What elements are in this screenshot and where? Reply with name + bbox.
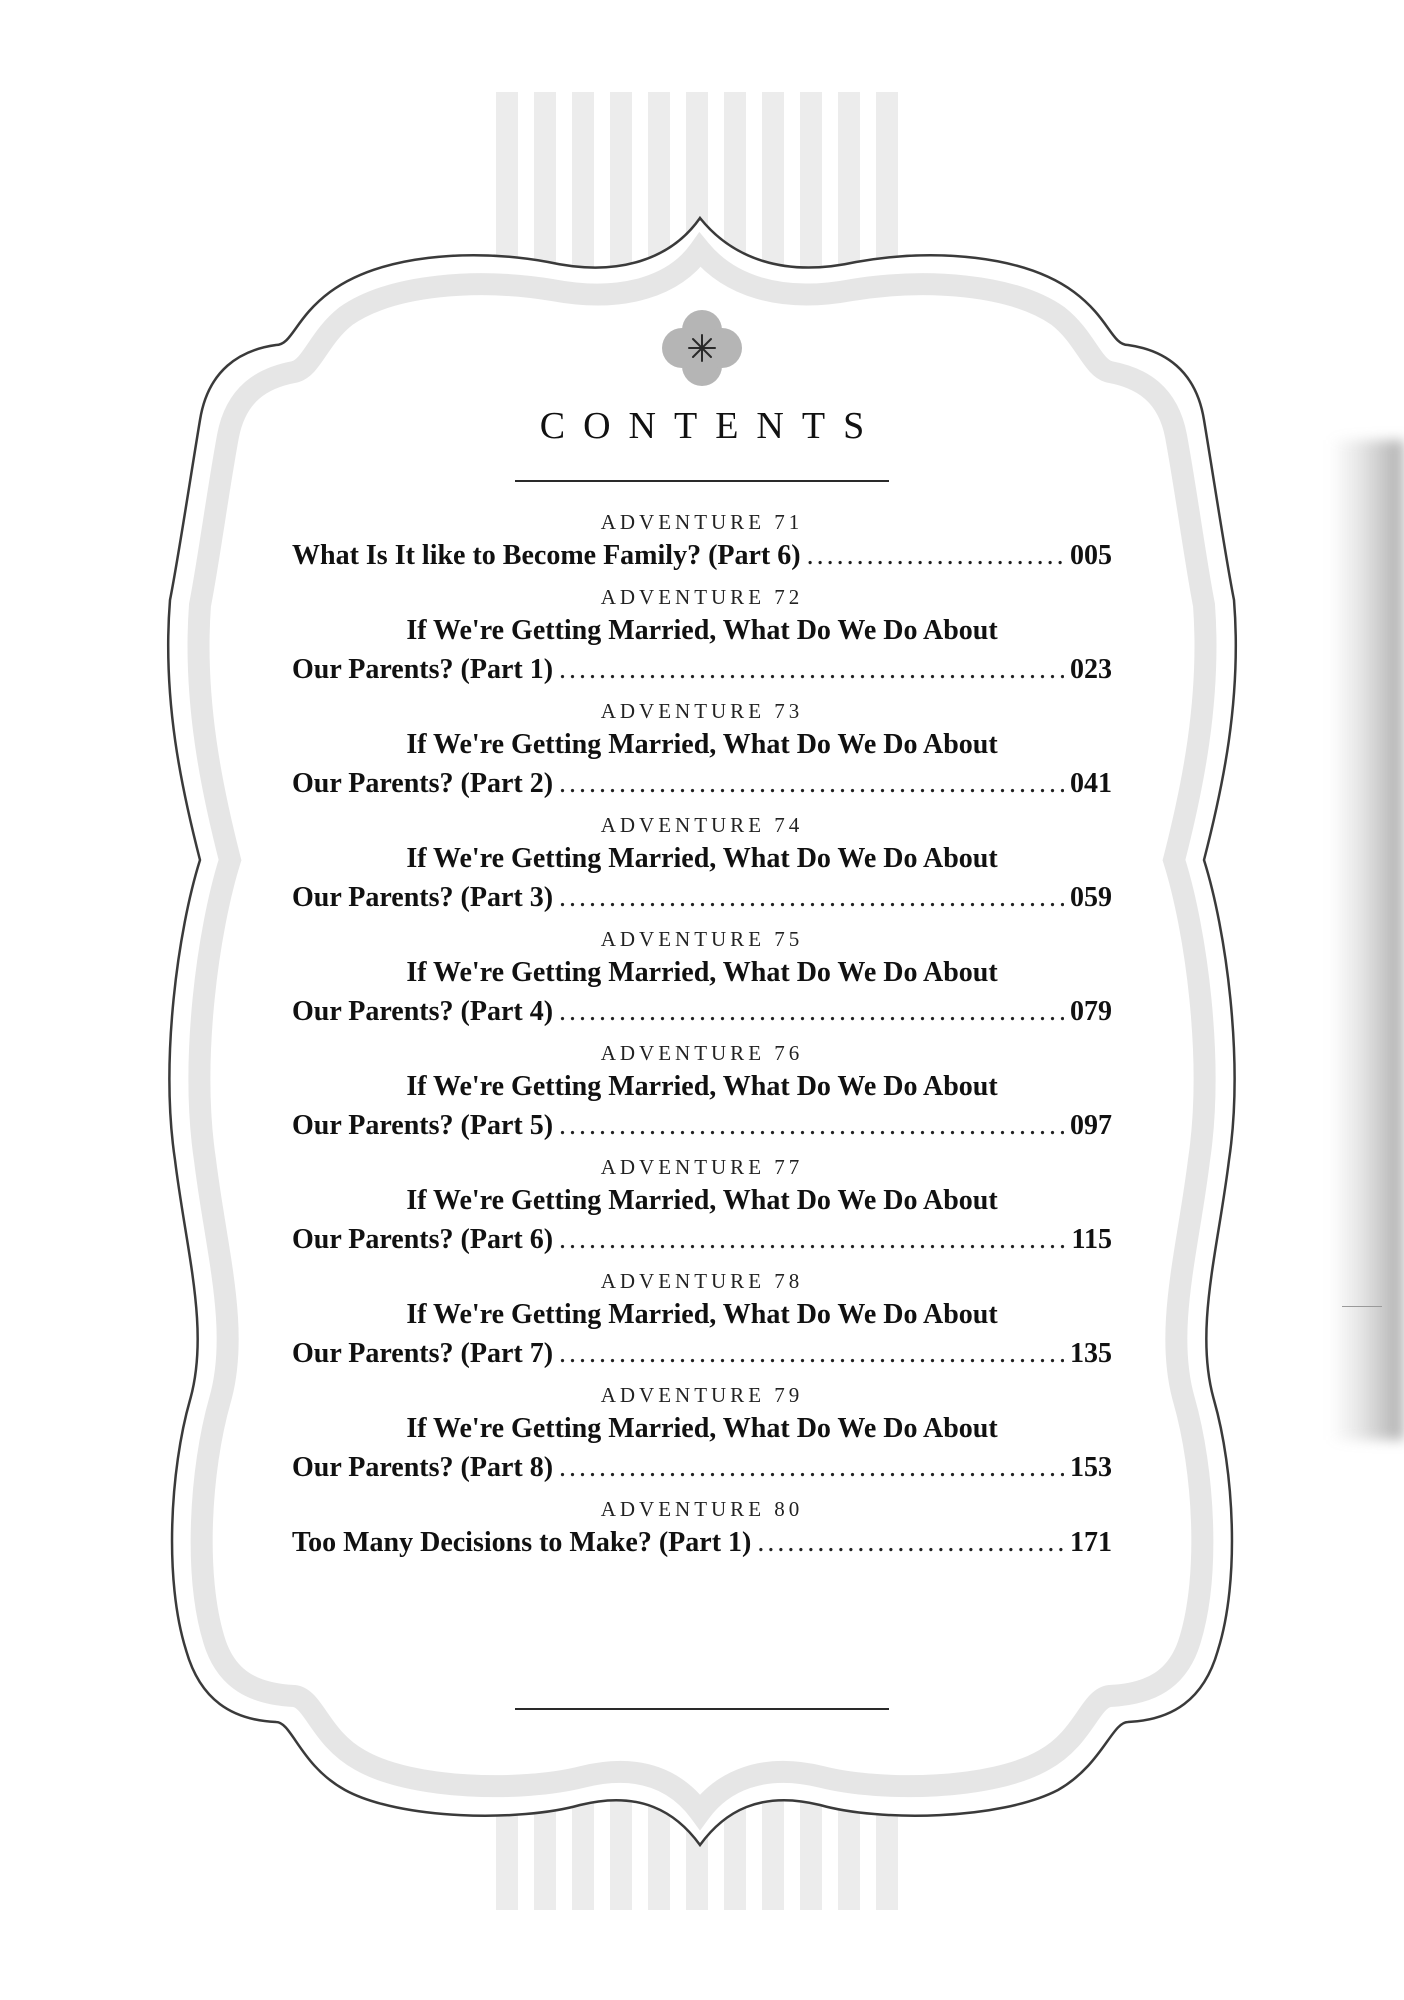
page-number: 097 [1070, 1110, 1112, 1141]
toc-title-line-with-page [292, 1448, 1112, 1487]
page-number: 135 [1070, 1338, 1112, 1369]
chapter-title: If We're Getting Married, What Do We Do About [406, 1071, 998, 1102]
dot-leader [559, 992, 1064, 1031]
chapter-title: Too Many Decisions to Make? (Part 1) [292, 1527, 752, 1558]
chapter-title: If We're Getting Married, What Do We Do About [406, 615, 998, 646]
toc-title-line-with-page [292, 1106, 1112, 1145]
chapter-title: Our Parents? (Part 6) [292, 1224, 554, 1255]
toc-entry [292, 811, 1112, 925]
adventure-label: ADVENTURE 78 [600, 1269, 804, 1293]
divider-top [515, 480, 889, 482]
dot-leader [807, 536, 1064, 575]
adventure-label: ADVENTURE 71 [600, 510, 804, 534]
toc-entry [292, 1039, 1112, 1153]
chapter-title: If We're Getting Married, What Do We Do About [406, 1299, 998, 1330]
toc-title-line-with-page [292, 650, 1112, 689]
dot-leader [559, 764, 1064, 803]
divider-bottom [515, 1708, 889, 1710]
toc-title-line-with-page [292, 878, 1112, 917]
dot-leader [559, 1334, 1064, 1373]
page-number: 023 [1070, 654, 1112, 685]
toc-title-line [292, 1409, 1112, 1448]
adventure-label: ADVENTURE 73 [600, 699, 804, 723]
toc-entry [292, 697, 1112, 811]
dot-leader [559, 650, 1064, 689]
toc-entry [292, 1381, 1112, 1495]
page-number: 079 [1070, 996, 1112, 1027]
toc-title-line [292, 1067, 1112, 1106]
chapter-title: Our Parents? (Part 7) [292, 1338, 554, 1369]
adventure-label: ADVENTURE 76 [600, 1041, 804, 1065]
chapter-title: If We're Getting Married, What Do We Do About [406, 843, 998, 874]
adventure-label: ADVENTURE 72 [600, 585, 804, 609]
page-number: 005 [1070, 540, 1112, 571]
page-number: 153 [1070, 1452, 1112, 1483]
toc-title-line [292, 1295, 1112, 1334]
toc-title-line-with-page [292, 764, 1112, 803]
chapter-title: What Is It like to Become Family? (Part 6) [292, 540, 801, 571]
dot-leader [559, 1220, 1066, 1259]
chapter-title: Our Parents? (Part 1) [292, 654, 554, 685]
page-edge-mark [1342, 1306, 1382, 1307]
chapter-title: Our Parents? (Part 5) [292, 1110, 554, 1141]
page-title: CONTENTS [539, 405, 883, 447]
page-number: 041 [1070, 768, 1112, 799]
dot-leader [559, 878, 1064, 917]
asterisk-flower-icon [660, 310, 744, 386]
page-number: 171 [1070, 1527, 1112, 1558]
chapter-title: If We're Getting Married, What Do We Do About [406, 1413, 998, 1444]
toc-entry [292, 925, 1112, 1039]
chapter-title: Our Parents? (Part 3) [292, 882, 554, 913]
chapter-title: Our Parents? (Part 2) [292, 768, 554, 799]
toc-entry [292, 1495, 1112, 1570]
toc-title-line [292, 953, 1112, 992]
adventure-label: ADVENTURE 77 [600, 1155, 804, 1179]
table-of-contents [292, 508, 1112, 1570]
toc-title-line [292, 725, 1112, 764]
toc-title-line-with-page [292, 536, 1112, 575]
chapter-title: Our Parents? (Part 8) [292, 1452, 554, 1483]
page-edge-shadow [1330, 440, 1404, 1440]
toc-title-line [292, 1181, 1112, 1220]
page-number: 059 [1070, 882, 1112, 913]
dot-leader [559, 1448, 1064, 1487]
adventure-label: ADVENTURE 80 [600, 1497, 804, 1521]
toc-title-line [292, 839, 1112, 878]
toc-entry [292, 583, 1112, 697]
page-number: 115 [1071, 1224, 1112, 1255]
chapter-title: If We're Getting Married, What Do We Do About [406, 1185, 998, 1216]
toc-entry [292, 1153, 1112, 1267]
adventure-label: ADVENTURE 79 [600, 1383, 804, 1407]
toc-entry [292, 1267, 1112, 1381]
toc-title-line-with-page [292, 1220, 1112, 1259]
chapter-title: If We're Getting Married, What Do We Do About [406, 957, 998, 988]
dot-leader [559, 1106, 1064, 1145]
toc-title-line-with-page [292, 992, 1112, 1031]
toc-title-line-with-page [292, 1334, 1112, 1373]
toc-title-line-with-page [292, 1523, 1112, 1562]
dot-leader [757, 1523, 1064, 1562]
toc-title-line [292, 611, 1112, 650]
adventure-label: ADVENTURE 74 [600, 813, 804, 837]
toc-entry [292, 508, 1112, 583]
chapter-title: If We're Getting Married, What Do We Do About [406, 729, 998, 760]
adventure-label: ADVENTURE 75 [600, 927, 804, 951]
chapter-title: Our Parents? (Part 4) [292, 996, 554, 1027]
